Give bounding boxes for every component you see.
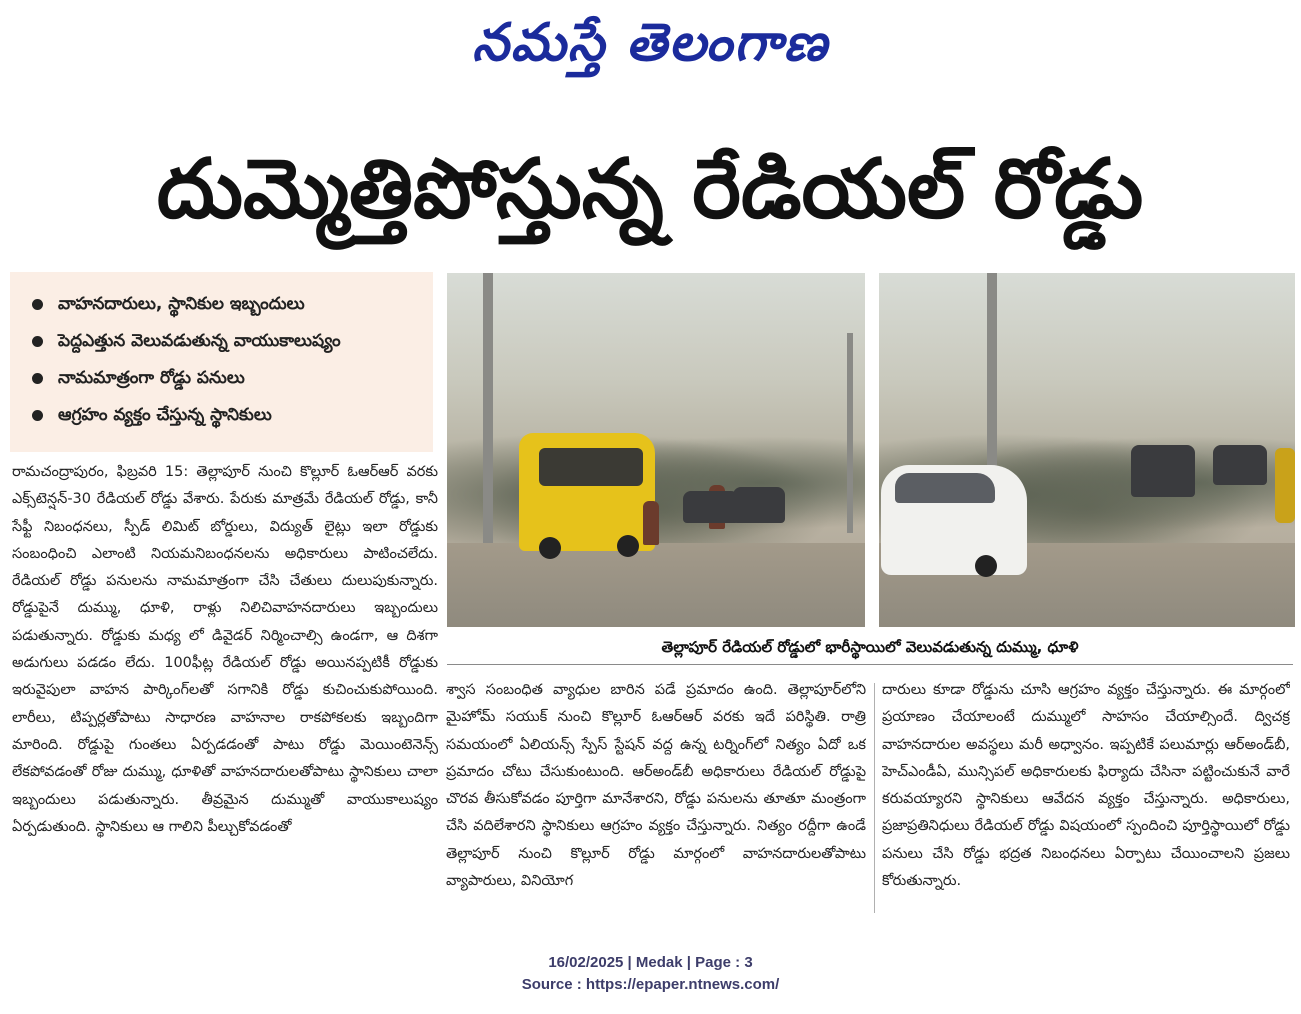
body-column-3 xyxy=(882,677,1290,919)
road-photo-car xyxy=(879,273,1295,627)
highlight-text: ఆగ్రహం వ్యక్తం చేస్తున్న స్థానికులు xyxy=(58,405,272,425)
article-headline: దుమ్మెత్తిపోస్తున్న రేడియల్ రోడ్డు xyxy=(156,142,1144,237)
body-column-2 xyxy=(446,677,866,919)
highlight-item xyxy=(30,286,421,323)
bullet-icon xyxy=(32,336,43,347)
body-text: శ్వాస సంబంధిత వ్యాధుల బారిన పడే ప్రమాదం ఉంది. తెల్లాపూర్‌లోని మైహోమ్ సయుక్ నుంచి కొల్లూర్ ఓఆర్ఆర్ వరకు ఇదే పరిస్థితి. రాత్రి సమయంలో ఏలియన్స్ స్పేస్ స్టేషన్ వద్ద ఉన్న టర్నింగ్‌లో నిత్యం ఏదో ఒక ప్రమాదం చోటు చేసుకుంటుంది. ఆర్అండ్‌బీ అధికారులు రేడియల్ రోడ్డుపై చొరవ తీసుకోవడం పూర్తిగా మానేశారని, రోడ్డు పనులను తూతూ మంత్రంగా చేసి వదిలేశారని స్థానికులు ఆగ్రహం వ్యక్తం చేస్తున్నారు. నిత్యం రద్దీగా ఉండే తెల్లాపూర్ నుంచి కొల్లూర్ రోడ్డు మార్గంలో వాహనదారులతోపాటు వ్యాపారులు, వినియోగ xyxy=(446,682,866,890)
bullet-icon xyxy=(32,410,43,421)
caption-divider xyxy=(447,664,1293,665)
highlight-item xyxy=(30,397,421,434)
road-photo-bus xyxy=(447,273,865,627)
body-text: దారులు కూడా రోడ్డును చూసి ఆగ్రహం వ్యక్తం చేస్తున్నారు. ఈ మార్గంలో ప్రయాణం చేయాలంటే దుమ్ములో సాహసం చేయాల్సిందే. ద్విచక్ర వాహనదారుల అవస్థలు మరీ అధ్వానం. ఇప్పటికే పలుమార్లు ఆర్అండ్‌బీ, హెచ్ఎండీఏ, మున్సిపల్ అధికారులకు ఫిర్యాదు చేసినా పట్టించుకునే వారే కరువయ్యారని స్థానికులు ఆవేదన వ్యక్తం చేస్తున్నారు. అధికారులు, ప్రజాప్రతినిధులు రేడియల్ రోడ్డు విషయంలో స్పందించి పూర్తిస్థాయిలో రోడ్డు పనులు చేసి రోడ్డు భద్రత నిబంధనలు ఏర్పాటు చేయించాలని ప్రజలు కోరుతున్నారు. xyxy=(882,682,1290,890)
body-text: రామచంద్రాపురం, ఫిబ్రవరి 15: తెల్లాపూర్ నుంచి కొల్లూర్ ఓఆర్ఆర్ వరకు ఎక్స్‌టెన్షన్-30 రేడియల్ రోడ్డు వేశారు. పేరుకు మాత్రమే రేడియల్ రోడ్డు, కానీ సేఫ్టీ నిబంధనలు, స్పీడ్ లిమిట్ బోర్డులు, విద్యుత్ లైట్లు ఇలా రోడ్డుకు సంబంధించి ఎలాంటి నియమనిబంధనలను అధికారులు పాటించలేదు. రేడియల్ రోడ్డు పనులను నామమాత్రంగా చేసి చేతులు దులుపుకున్నారు. రోడ్డుపైనే దుమ్ము, ధూళి, రాళ్లు నిలిచివాహనదారులు ఇబ్బందులు పడుతున్నారు. రోడ్డుకు మధ్య లో డివైడర్ నిర్మించాల్సి ఉండగా, ఆ దిశగా అడుగులు పడడం లేదు. 100ఫీట్ల రేడియల్ రోడ్డు అయినప్పటికీ రోడ్డుకు ఇరువైపులా వాహన పార్కింగ్‌లతో సగానికి రోడ్డు కుచించుకుపోయింది. లారీలు, టిప్పర్లతోపాటు సాధారణ వాహనాల రాకపోకలకు ఇబ్బందిగా మారింది. రోడ్డుపై గుంతలు ఏర్పడడంతో పాటు రోడ్డు మెయింటెనెన్స్ లేకపోవడంతో రోజు దుమ్ము, ధూళితో వాహనదారులతోపాటు స్థానికులు చాలా ఇబ్బందులు పడుతున్నారు. తీవ్రమైన దుమ్ముతో వాయుకాలుష్యం ఏర్పడుతుంది. స్థానికులు ఆ గాలిని పీల్చుకోవడంతో xyxy=(12,464,438,835)
footer-dateline: 16/02/2025 | Medak | Page : 3 xyxy=(548,954,753,971)
highlight-item xyxy=(30,323,421,360)
bullet-icon xyxy=(32,373,43,384)
bullet-icon xyxy=(32,299,43,310)
highlight-text: నామమాత్రంగా రోడ్డు పనులు xyxy=(58,368,245,388)
highlights-box xyxy=(10,272,433,452)
column-divider xyxy=(874,683,875,913)
highlight-text: పెద్దఎత్తున వెలువడుతున్న వాయుకాలుష్యం xyxy=(58,331,341,351)
masthead xyxy=(0,8,1301,78)
highlight-item xyxy=(30,360,421,397)
footer-source[interactable]: Source : https://epaper.ntnews.com/ xyxy=(521,976,780,993)
highlight-text: వాహనదారులు, స్థానికుల ఇబ్బందులు xyxy=(58,294,305,314)
photo-caption: తెల్లాపూర్ రేడియల్ రోడ్డులో భారీస్థాయిలో వెలువడుతున్న దుమ్ము, ధూళి xyxy=(661,638,1079,656)
newspaper-logo: నమస్తే తెలంగాణ xyxy=(472,12,829,73)
body-column-1 xyxy=(12,459,438,919)
